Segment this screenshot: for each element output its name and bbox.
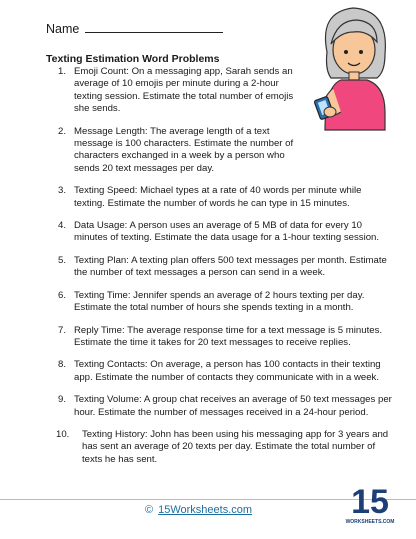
15worksheets-logo xyxy=(345,477,395,527)
problem-text: Texting Plan: A texting plan offers 500 text messages per month. Estimate the number of text messages a person can send in a week. xyxy=(74,254,387,279)
problem-item xyxy=(58,66,306,116)
problem-number: 10. xyxy=(56,428,70,440)
footer-link[interactable] xyxy=(145,504,252,516)
problem-text: Emoji Count: On a messaging app, Sarah sends an average of 10 emojis per minute during a 2-hour texting session. Estimate the total number of emojis she sends. xyxy=(74,66,294,115)
problem-number: 4. xyxy=(58,220,67,232)
name-label: Name xyxy=(46,22,80,36)
problem-item xyxy=(58,255,398,280)
copyright-symbol: © xyxy=(145,504,154,516)
problem-number: 5. xyxy=(58,254,67,266)
problem-item xyxy=(58,359,398,384)
problem-text: Message Length: The average length of a text message is 100 characters. Estimate the number of characters exchanged in a week by a person who sends 20 text messages per day. xyxy=(74,125,294,174)
problem-item xyxy=(58,290,398,315)
problem-item xyxy=(58,429,398,466)
problem-number: 3. xyxy=(58,185,67,197)
problem-text: Texting Contacts: On average, a person has 100 contacts in their texting app. Estimate the number of contacts they communicate with in a week. xyxy=(74,359,381,383)
problem-item xyxy=(58,325,398,350)
problem-number: 1. xyxy=(58,66,67,77)
problem-item xyxy=(58,220,398,245)
problem-item xyxy=(58,394,398,419)
problem-item xyxy=(58,126,306,176)
problem-text: Reply Time: The average response time for a text message is 5 minutes. Estimate the time it takes for 20 text messages to receive replies. xyxy=(74,324,383,348)
problem-number: 9. xyxy=(58,394,67,406)
problem-number: 8. xyxy=(58,359,67,371)
logo-word: WORKSHEETS.COM xyxy=(345,519,395,525)
problem-text: Texting History: John has been using his messaging app for 3 years and has sent an average of 20 texts per day. Estimate the total number of texts he has sent. xyxy=(82,428,389,465)
problem-number: 6. xyxy=(58,289,67,301)
footer-site-text: 15Worksheets.com xyxy=(158,504,253,516)
problem-text: Texting Time: Jennifer spends an average of 2 hours texting per day. Estimate the total number of hours she spends texting in a month. xyxy=(74,289,365,314)
problem-text: Data Usage: A person uses an average of 5 MB of data for every 10 minutes of texting. Estimate the data usage for a 1-hour texting session. xyxy=(74,220,380,244)
problem-item xyxy=(58,185,394,210)
logo-number: 15 xyxy=(351,483,389,521)
name-blank-line[interactable] xyxy=(85,21,223,33)
problem-text: Texting Speed: Michael types at a rate of 40 words per minute while texting. Estimate the number of words he can type in 15 minutes. xyxy=(74,185,362,209)
problem-text: Texting Volume: A group chat receives an average of 50 text messages per hour. Estimate the number of messages received in a 24-hour period. xyxy=(74,394,392,418)
worksheet-title: Texting Estimation Word Problems xyxy=(46,53,220,65)
girl-texting-illustration xyxy=(297,2,409,130)
problem-number: 7. xyxy=(58,324,67,336)
problem-number: 2. xyxy=(58,125,67,137)
name-row xyxy=(46,21,223,36)
